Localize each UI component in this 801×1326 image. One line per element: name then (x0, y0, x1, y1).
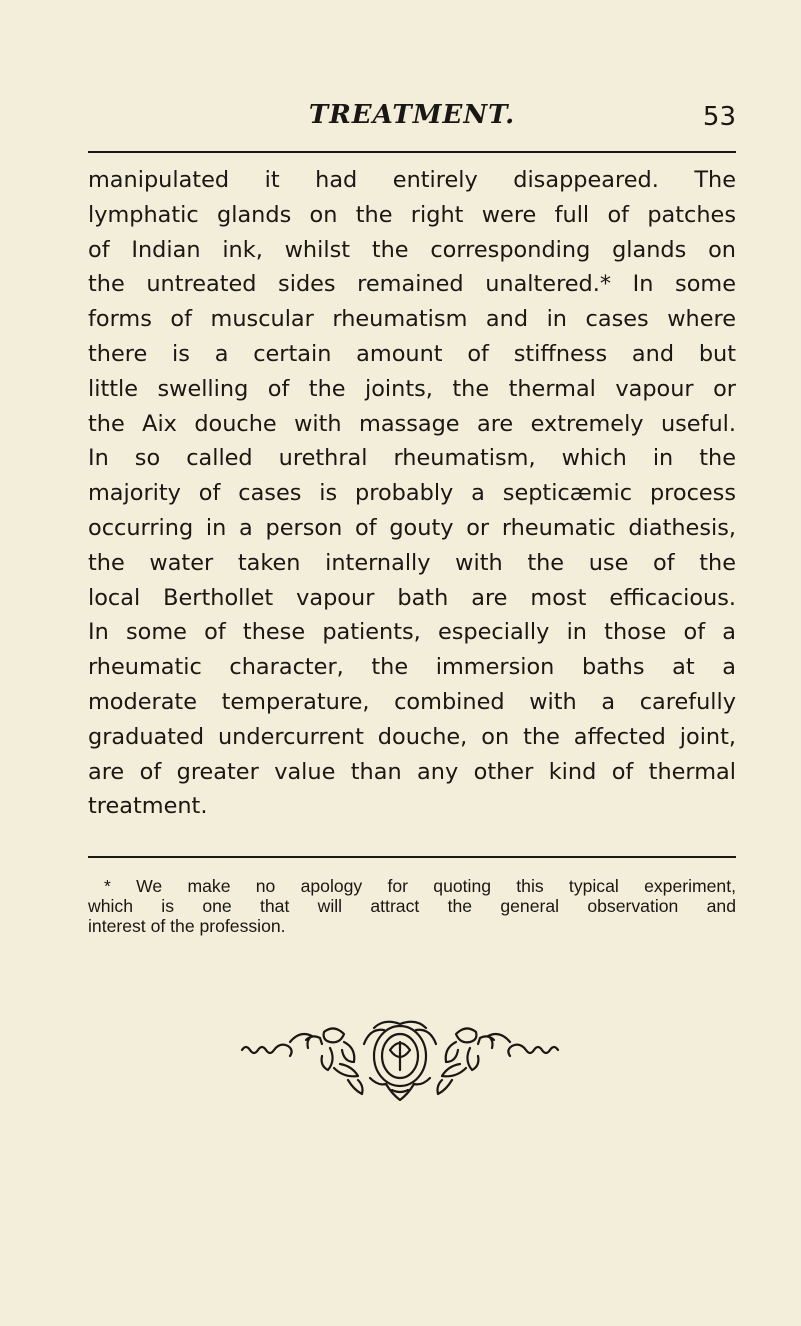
body-line: moderate temperature, combined with a carefully (88, 688, 736, 715)
body-line: treatment. (88, 793, 208, 820)
page-number: 53 (702, 102, 736, 132)
footnote-line: which is one that will attract the general observation and (88, 896, 736, 916)
body-line: of Indian ink, whilst the corresponding glands on (88, 236, 736, 263)
body-line: lymphatic glands on the right were full of patches (88, 201, 736, 228)
body-line: graduated undercurrent douche, on the affected joint, (88, 723, 736, 750)
body-line: rheumatic character, the immersion baths at a (88, 654, 736, 681)
body-line: are of greater value than any other kind of thermal (88, 758, 736, 785)
body-line: little swelling of the joints, the thermal vapour or (88, 375, 736, 402)
body-line: forms of muscular rheumatism and in cases where (88, 306, 736, 333)
body-line: In some of these patients, especially in those of a (88, 619, 736, 646)
running-head: TREATMENT. (308, 100, 516, 130)
header-rule (88, 151, 736, 153)
body-line: local Berthollet vapour bath are most efficacious. (88, 584, 736, 611)
body-line: occurring in a person of gouty or rheumatic diathesis, (88, 514, 736, 541)
page-header (88, 98, 736, 148)
footnote-line: * We make no apology for quoting this typical experiment, (104, 876, 736, 896)
body-text (88, 163, 736, 824)
body-line: majority of cases is probably a septicæmic process (88, 480, 736, 507)
footnote (88, 876, 736, 936)
body-line: In so called urethral rheumatism, which in the (88, 445, 736, 472)
body-line: there is a certain amount of stiffness and but (88, 340, 736, 367)
body-line: manipulated it had entirely disappeared. The (88, 167, 736, 193)
body-line: the water taken internally with the use of the (88, 549, 736, 576)
footnote-line: interest of the profession. (88, 916, 286, 936)
footnote-rule (88, 856, 736, 858)
body-line: the untreated sides remained unaltered.* In some (88, 271, 736, 298)
decorative-tailpiece-icon (240, 1020, 560, 1104)
body-line: the Aix douche with massage are extremely useful. (88, 410, 736, 437)
